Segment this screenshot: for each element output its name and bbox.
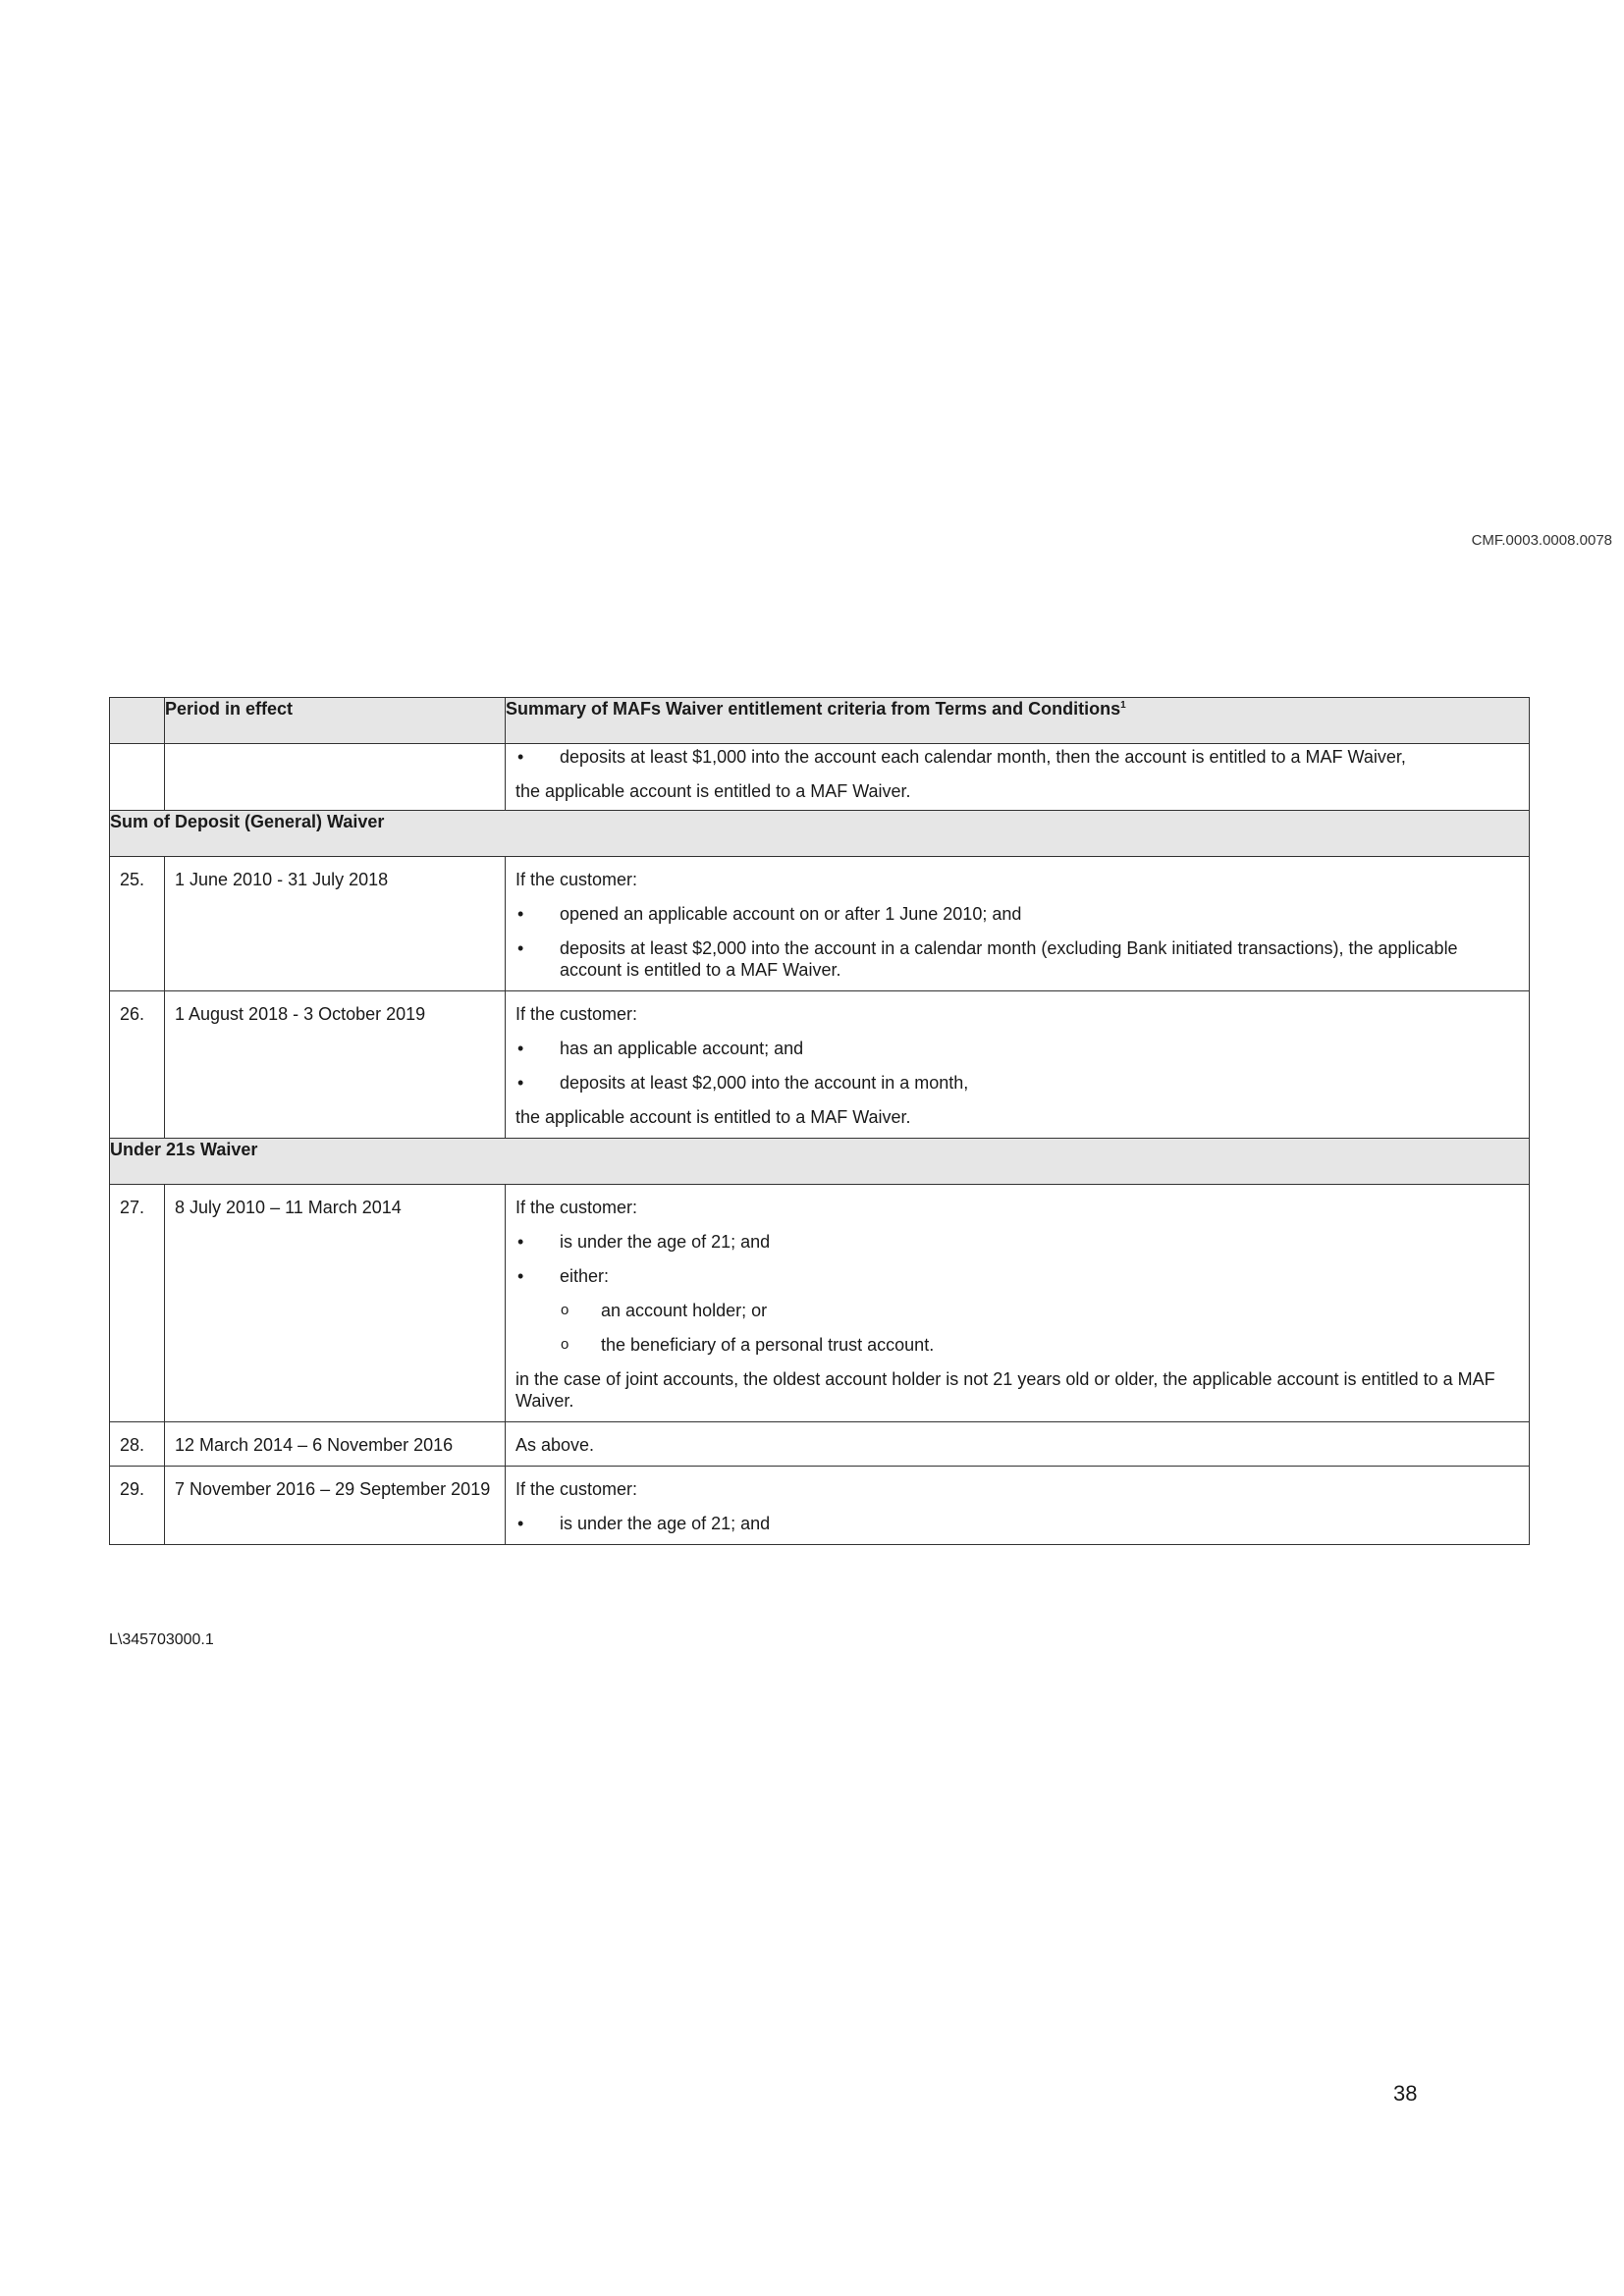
list-item: • has an applicable account; and: [515, 1038, 1519, 1059]
header-summary-text: Summary of MAFs Waiver entitlement criteria from Terms and Conditions: [506, 699, 1121, 719]
row-summary: [506, 1422, 1530, 1467]
list-item: • either:: [515, 1265, 1519, 1287]
row-period: 8 July 2010 – 11 March 2014: [165, 1185, 506, 1422]
maf-waiver-table: [109, 697, 1530, 1545]
section-header-under-21s: [110, 1139, 1530, 1185]
section-header-sum-of-deposit: [110, 811, 1530, 857]
list-item: • is under the age of 21; and: [515, 1231, 1519, 1253]
row-number: 27.: [110, 1185, 165, 1422]
header-period: Period in effect: [165, 698, 506, 744]
header-number: [110, 698, 165, 744]
list-item: • deposits at least $1,000 into the account each calendar month, then the account is entitled to a MAF Waiver,: [515, 746, 1519, 768]
row-period: 7 November 2016 – 29 September 2019: [165, 1467, 506, 1545]
table-header-row: [110, 698, 1530, 744]
row-number: 26.: [110, 991, 165, 1139]
table-row-continuation: [110, 744, 1530, 811]
section-title: Sum of Deposit (General) Waiver: [110, 811, 1530, 857]
section-title: Under 21s Waiver: [110, 1139, 1530, 1185]
page-number: 38: [1393, 2081, 1418, 2106]
row-period: 12 March 2014 – 6 November 2016: [165, 1422, 506, 1467]
intro-text: If the customer:: [515, 1004, 638, 1024]
closing-text: in the case of joint accounts, the oldest account holder is not 21 years old or older, the applicable account is entitled to a MAF Waiver.: [515, 1369, 1495, 1411]
list-item: • opened an applicable account on or after 1 June 2010; and: [515, 903, 1519, 925]
row-summary: [506, 1467, 1530, 1545]
header-summary: [506, 698, 1530, 744]
intro-text: If the customer:: [515, 1479, 638, 1499]
table-row-25: [110, 857, 1530, 991]
row-summary: [506, 857, 1530, 991]
row-number: 25.: [110, 857, 165, 991]
list-item: • deposits at least $2,000 into the account in a calendar month (excluding Bank initiated transactions), the applicable account is entitled to a MAF Waiver.: [515, 937, 1519, 981]
row-summary: [506, 991, 1530, 1139]
list-item: • is under the age of 21; and: [515, 1513, 1519, 1534]
table-row-28: [110, 1422, 1530, 1467]
intro-text: If the customer:: [515, 870, 638, 889]
document-id: CMF.0003.0008.0078: [1471, 532, 1612, 549]
table-row-26: [110, 991, 1530, 1139]
row-number: 28.: [110, 1422, 165, 1467]
sub-list-item: o an account holder; or: [515, 1300, 1519, 1321]
cell-summary: [506, 744, 1530, 811]
row-period: 1 August 2018 - 3 October 2019: [165, 991, 506, 1139]
summary-text: As above.: [515, 1435, 595, 1455]
row-summary: [506, 1185, 1530, 1422]
footer-reference: L\345703000.1: [109, 1631, 214, 1648]
list-item: • deposits at least $2,000 into the account in a month,: [515, 1072, 1519, 1094]
row-period: 1 June 2010 - 31 July 2018: [165, 857, 506, 991]
table-row-27: [110, 1185, 1530, 1422]
row-number: 29.: [110, 1467, 165, 1545]
closing-text: the applicable account is entitled to a MAF Waiver.: [515, 1107, 911, 1127]
cell-number: [110, 744, 165, 811]
cell-period: [165, 744, 506, 811]
sub-list-item: o the beneficiary of a personal trust account.: [515, 1334, 1519, 1356]
footnote-marker: 1: [1120, 700, 1126, 711]
table-row-29: [110, 1467, 1530, 1545]
intro-text: If the customer:: [515, 1198, 638, 1217]
closing-text: the applicable account is entitled to a MAF Waiver.: [515, 781, 911, 801]
